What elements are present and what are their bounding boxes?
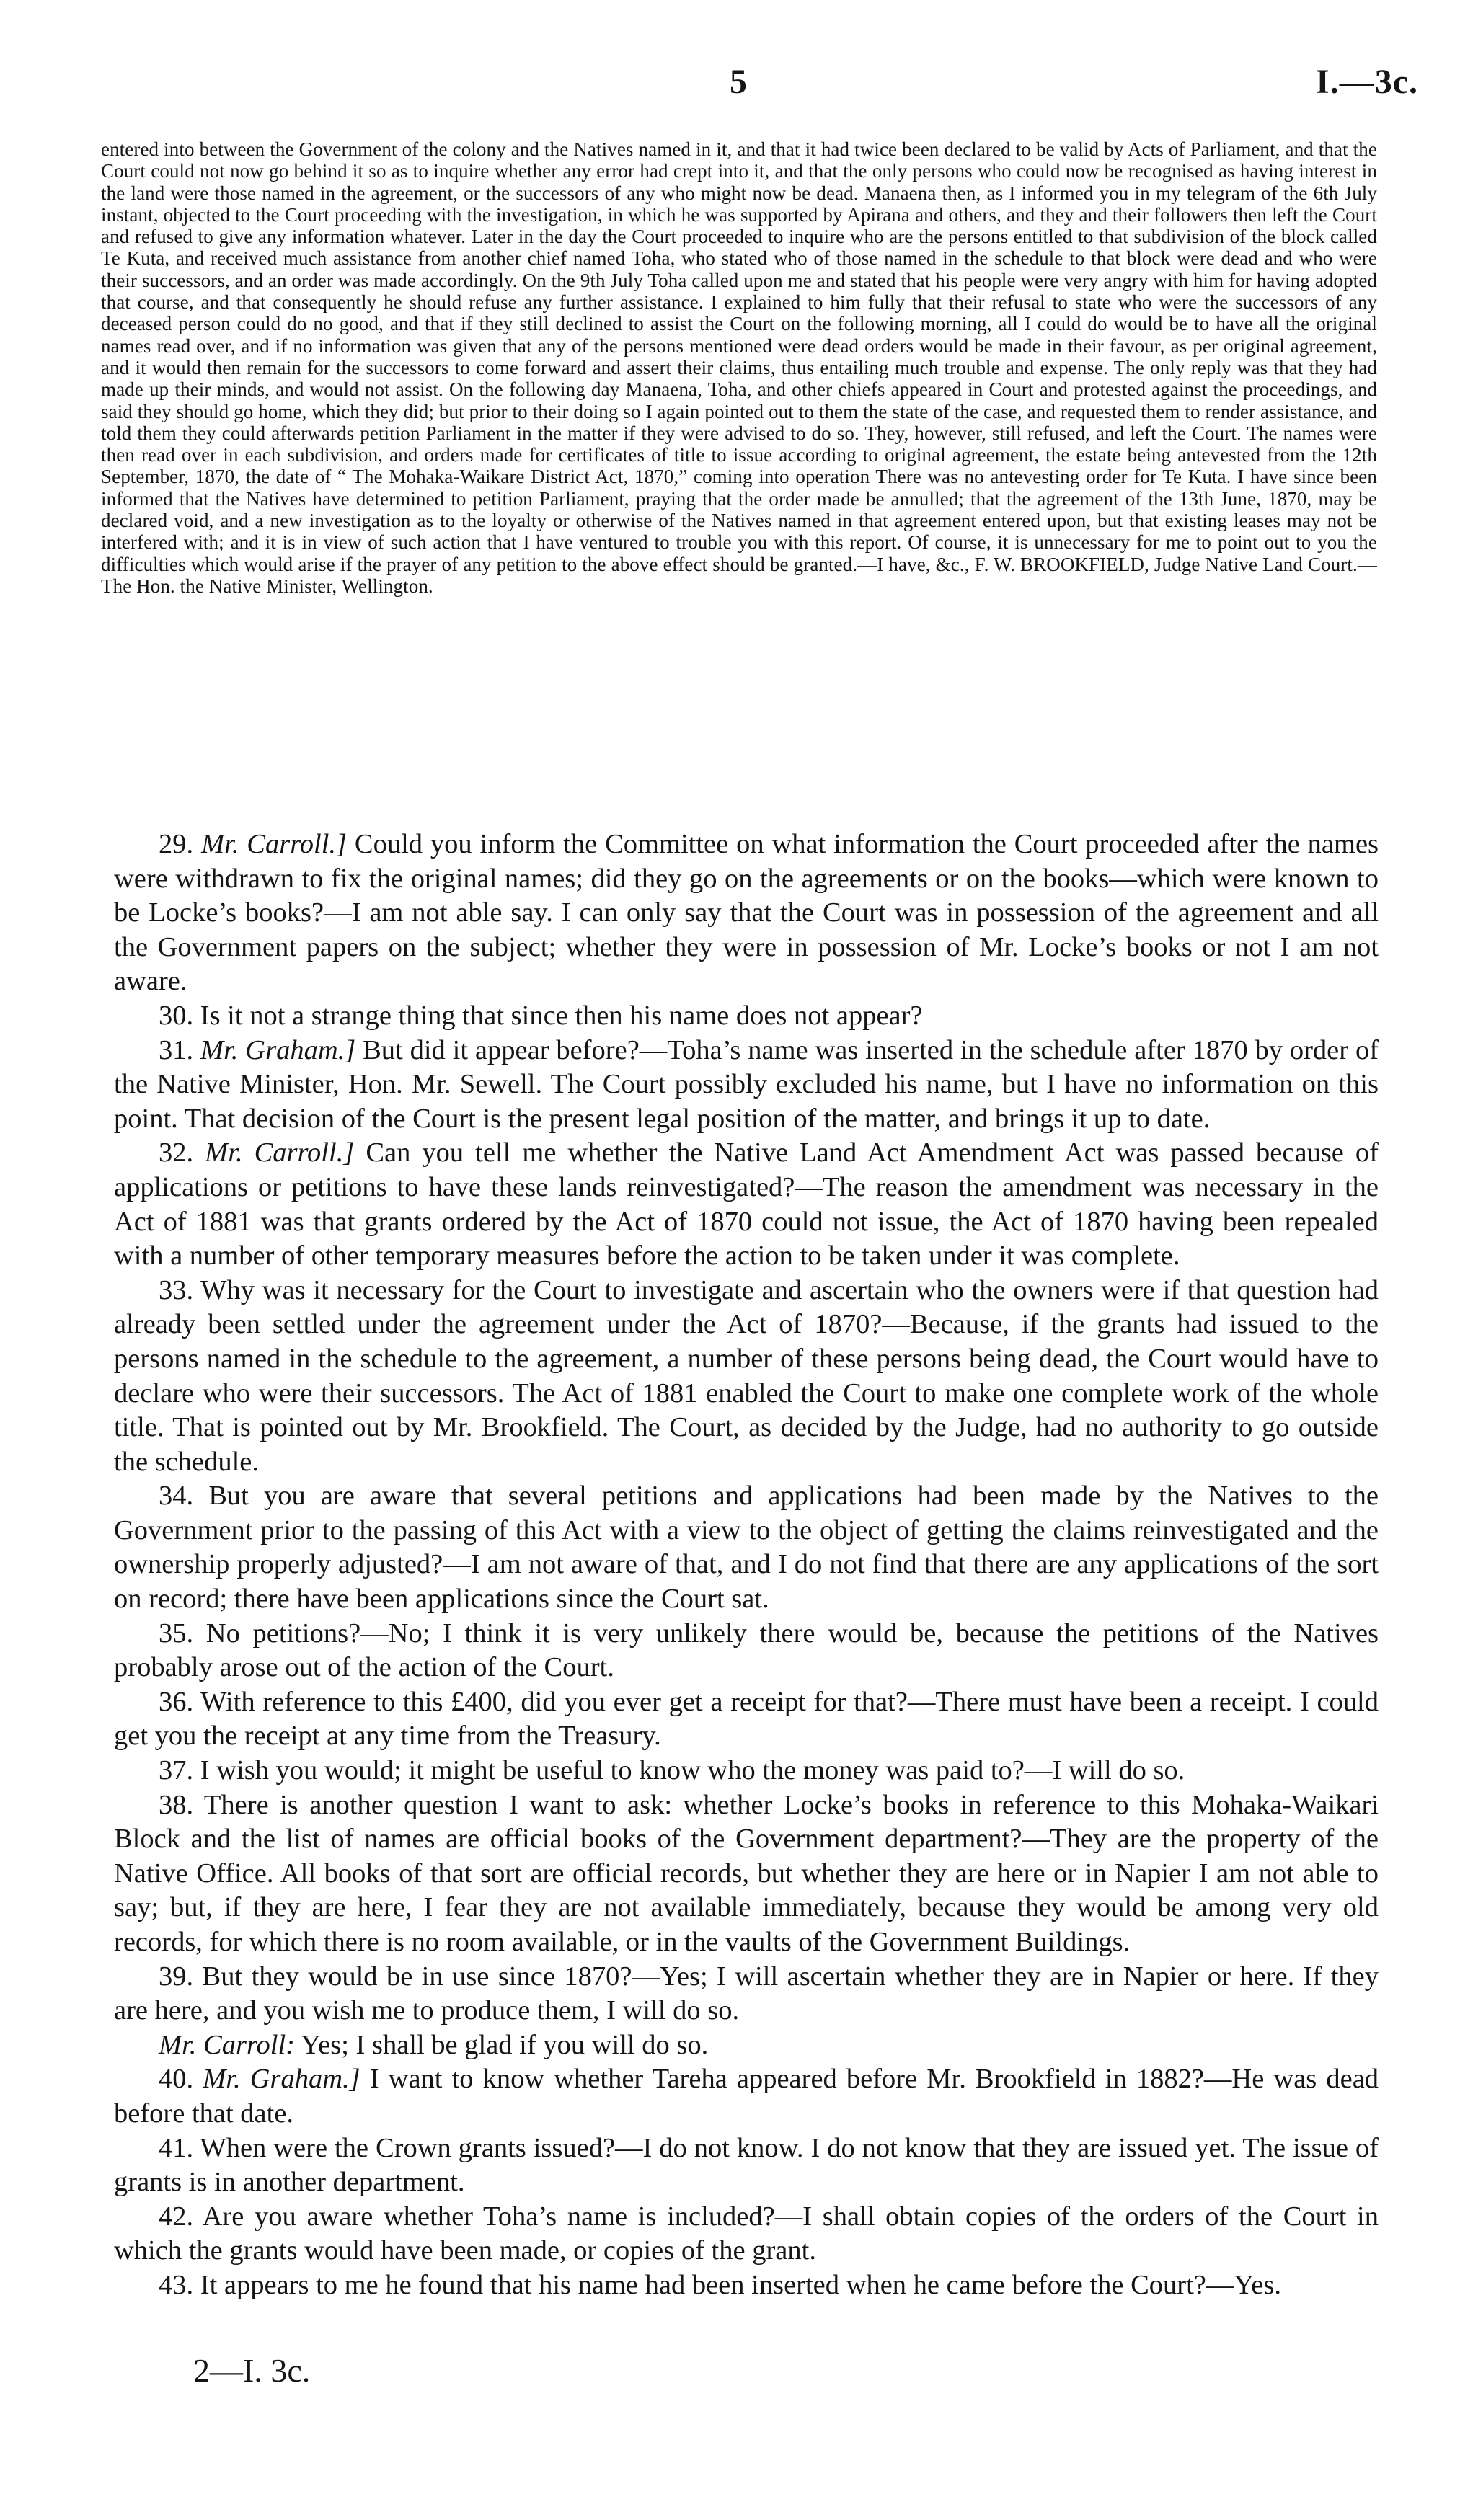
- question-number: 36.: [159, 1686, 194, 1717]
- evidence-transcript: [114, 828, 1379, 2303]
- evidence-paragraph: [114, 1034, 1379, 1137]
- document-reference: I.—3c.: [1316, 63, 1418, 101]
- speaker-name: Mr. Carroll.]: [205, 1137, 355, 1168]
- question-number: 32.: [159, 1137, 194, 1168]
- paragraph-text: Why was it necessary for the Court to investigate and ascertain who the owners were if that question had already been settled under the agreement under the Act of 1870?—Because, if the grants had issued to the persons named in the schedule to the agreement, a number of these persons being dead, the Court would have to declare who were their successors. The Act of 1881 enabled the Court to make one complete work of the whole title. That is pointed out by Mr. Brookfield. The Court, as decided by the Judge, had no authority to go outside the schedule.: [114, 1274, 1379, 1477]
- evidence-paragraph: [114, 1960, 1379, 2028]
- question-number: 31.: [159, 1034, 194, 1065]
- question-number: 42.: [159, 2201, 194, 2232]
- paragraph-text: I want to know whether Tareha appeared before Mr. Brookfield in 1882?—He was dead before that date.: [114, 2064, 1379, 2129]
- evidence-paragraph: [114, 1136, 1379, 1273]
- paragraph-text: Yes; I shall be glad if you will do so.: [301, 2029, 709, 2060]
- speaker-name: Mr. Carroll:: [159, 2029, 295, 2060]
- evidence-paragraph: [114, 828, 1379, 999]
- speaker-name: Mr. Graham.]: [203, 2064, 360, 2095]
- evidence-paragraph: [114, 1685, 1379, 1754]
- evidence-paragraph: [114, 999, 1379, 1034]
- paragraph-text: But they would be in use since 1870?—Yes; I will ascertain whether they are in Napier or here. If they are here, and you wish me to produce them, I will do so.: [114, 1961, 1379, 2026]
- paragraph-text: It appears to me he found that his name had been inserted when he came before the Court?—Yes.: [200, 2269, 1281, 2300]
- paragraph-text: When were the Crown grants issued?—I do not know. I do not know that they are issued yet. The issue of grants is in another department.: [114, 2132, 1379, 2198]
- evidence-paragraph: [114, 2028, 1379, 2063]
- question-number: 30.: [159, 1000, 194, 1031]
- evidence-paragraph: [114, 2131, 1379, 2200]
- evidence-paragraph: [114, 2200, 1379, 2268]
- judge-letter-text: entered into between the Government of the colony and the Natives named in it, and that it had twice been declared to be valid by Acts of Parliament, and that the Court could not now go behind it so as to inquire whether any error had crept into it, and that the only persons who could now be recognised as having interest in the land were those named in the agreement, or the successors of any who might now be dead. Manaena then, as I informed you in my telegram of the 6th July instant, objected to the Court proceeding with the investigation, in which he was supported by Apirana and others, and they and their followers then left the Court and refused to give any information whatever. Later in the day the Court proceeded to inquire who are the persons entitled to that subdivision of the block called Te Kuta, and received much assistance from another chief named Toha, who stated who of those named in the schedule to that block were dead and who were their successors, and an order was made accordingly. On the 9th July Toha called upon me and stated that his people were very angry with him for having adopted that course, and that consequently he should refuse any further assistance. I explained to him fully that their refusal to state who were the successors of any deceased person could do no good, and that if they still declined to assist the Court on the following morning, all I could do would be to have all the original names read over, and if no information was given that any of the persons mentioned were dead orders would be made in their favour, as per original agreement, and it would then remain for the successors to come forward and assert their claims, thus entailing much trouble and expense. The only reply was that they had made up their minds, and would not assist. On the following day Manaena, Toha, and other chiefs appeared in Court and protested against the proceedings, and said they should go home, which they did; but prior to their doing so I again pointed out to them the state of the case, and requested them to render assistance, and told them they could afterwards petition Parliament in the matter if they were advised to do so. They, however, still refused, and left the Court. The names were then read over in each subdivision, and orders made for certificates of title to issue according to original agreement, the estate being antevested from the 12th September, 1870, the date of “ The Mohaka-Waikare District Act, 1870,” coming into operation There was no antevesting order for Te Kuta. I have since been informed that the Natives have determined to petition Parliament, praying that the order made be annulled; that the agreement of the 13th June, 1870, may be declared void, and a new investigation as to the loyalty or otherwise of the Natives named in that agreement entered upon, but that existing leases may not be interfered with; and it is in view of such action that I have ventured to trouble you with this report. Of course, it is unnecessary for me to point out to you the difficulties which would arise if the prayer of any petition to the above effect should be granted.—I have, &c., F. W. BROOKFIELD, Judge Native Land Court.—The Hon. the Native Minister, Wellington.: [101, 138, 1377, 597]
- question-number: 29.: [159, 829, 194, 859]
- question-number: 37.: [159, 1755, 194, 1786]
- paragraph-text: With reference to this £400, did you ever get a receipt for that?—There must have been a receipt. I could get you the receipt at any time from the Treasury.: [114, 1686, 1379, 1752]
- paragraph-text: No petitions?—No; I think it is very unlikely there would be, because the petitions of the Natives probably arose out of the action of the Court.: [114, 1618, 1379, 1683]
- question-number: 43.: [159, 2269, 194, 2300]
- paragraph-text: But you are aware that several petitions and applications had been made by the Natives to the Government prior to the passing of this Act with a view to the object of getting the claims reinvestigated and the ownership properly adjusted?—I am not aware of that, and I do not find that there are any applications of the sort on record; there have been applications since the Court sat.: [114, 1481, 1379, 1615]
- evidence-paragraph: [114, 1617, 1379, 1685]
- paragraph-text: Are you aware whether Toha’s name is included?—I shall obtain copies of the orders of the Court in which the grants would have been made, or copies of the grant.: [114, 2201, 1379, 2266]
- evidence-paragraph: [114, 1274, 1379, 1480]
- question-number: 40.: [159, 2064, 194, 2095]
- paragraph-text: Could you inform the Committee on what information the Court proceeded after the names were withdrawn to fix the original names; did they go on the agreements or on the books—which were known to be Locke’s books?—I am not able say. I can only say that the Court was in possession of the agreement and all the Government papers on the subject; whether they were in possession of Mr. Locke’s books or not I am not aware.: [114, 829, 1379, 997]
- page-number: 5: [730, 63, 747, 101]
- question-number: 38.: [159, 1789, 194, 1820]
- question-number: 41.: [159, 2132, 194, 2163]
- question-number: 35.: [159, 1618, 194, 1649]
- evidence-paragraph: [114, 2062, 1379, 2131]
- question-number: 39.: [159, 1961, 194, 1992]
- printer-signature: 2—I. 3c.: [193, 2352, 311, 2389]
- question-number: 34.: [159, 1481, 194, 1512]
- paragraph-text: I wish you would; it might be useful to know who the money was paid to?—I will do so.: [200, 1755, 1185, 1786]
- question-number: 33.: [159, 1274, 194, 1305]
- evidence-paragraph: [114, 2268, 1379, 2303]
- evidence-paragraph: [114, 1788, 1379, 1960]
- paragraph-text: Is it not a strange thing that since then his name does not appear?: [200, 1000, 923, 1031]
- paragraph-text: But did it appear before?—Toha’s name was inserted in the schedule after 1870 by order of the Native Minister, Hon. Mr. Sewell. The Court possibly excluded his name, but I have no information on this point. That decision of the Court is the present legal position of the matter, and brings it up to date.: [114, 1034, 1379, 1134]
- evidence-paragraph: [114, 1479, 1379, 1616]
- paragraph-text: Can you tell me whether the Native Land Act Amendment Act was passed because of applications or petitions to have these lands reinvestigated?—The reason the amendment was necessary in the Act of 1881 was that grants ordered by the Act of 1870 could not issue, the Act of 1870 having been repealed with a number of other temporary measures before the action to be taken under it was complete.: [114, 1137, 1379, 1272]
- evidence-paragraph: [114, 1754, 1379, 1788]
- speaker-name: Mr. Carroll.]: [201, 829, 348, 859]
- speaker-name: Mr. Graham.]: [200, 1034, 356, 1065]
- paragraph-text: There is another question I want to ask: whether Locke’s books in reference to this Mohaka-Waikari Block and the list of names are official books of the Government department?—They are the property of the Native Office. All books of that sort are official records, but whether they are here or in Napier I am not able to say; but, if they are here, I fear they are not available immediately, because they would be among very old records, for which there is no room available, or in the vaults of the Government Buildings.: [114, 1789, 1379, 1957]
